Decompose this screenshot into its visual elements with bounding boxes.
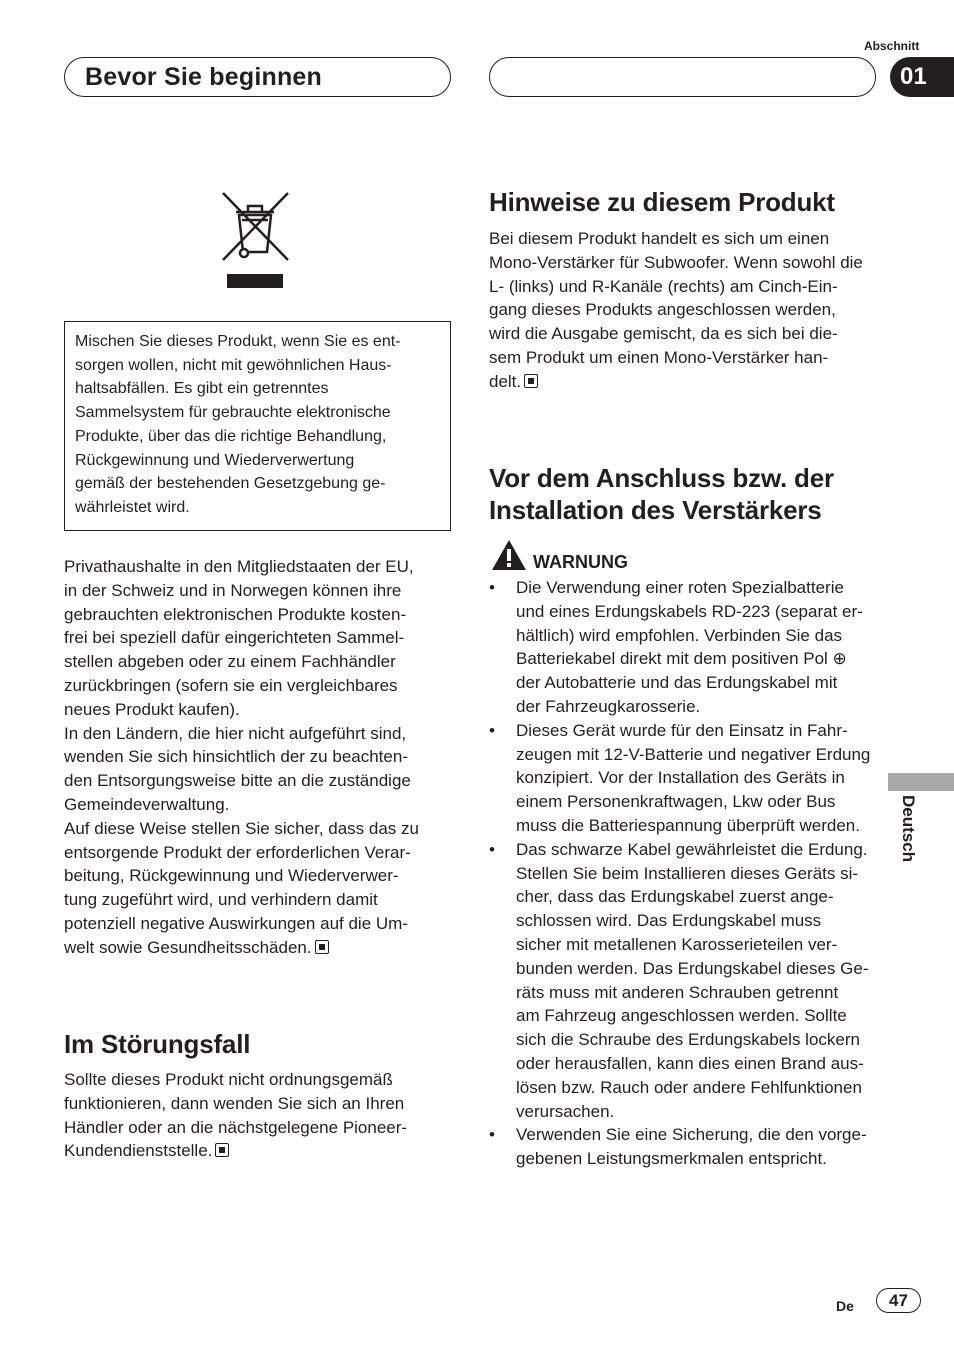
text-line: Sollte dieses Produkt nicht ordnungsgemäß (64, 1070, 393, 1089)
disposal-body (64, 555, 464, 960)
text-line: Auf diese Weise stellen Sie sicher, dass das zu (64, 818, 419, 838)
text-line: stellen abgeben oder zu einem Fachhändler (64, 652, 396, 672)
text-line: sorgen wollen, nicht mit gewöhnlichen Haus- (75, 356, 392, 374)
text-line: delt. (489, 370, 884, 394)
crossed-bin-icon (220, 190, 290, 290)
text-line: wird die Ausgabe gemischt, da es sich bei die- (489, 324, 838, 344)
warning-list-item: • Dieses Gerät wurde für den Einsatz in Fahr- zeugen mit 12-V-Batterie und negativer Erdung konzipiert. Vor der Installation des Geräts in einem Personenkraftwagen, Lkw oder Bus muss die Batteriespannung überprüft werden. (489, 719, 884, 838)
section-number-badge: 01 (890, 57, 954, 97)
text-line: wenden Sie sich hinsichtlich der zu beachten- (64, 747, 408, 767)
stoerung-heading: Im Störungsfall (64, 1029, 251, 1059)
text-line: In den Ländern, die hier nicht aufgeführt sind, (64, 723, 407, 743)
text-line: Händler oder an die nächstgelegene Pioneer- (64, 1117, 408, 1137)
anschluss-heading (489, 462, 889, 526)
text-line: Bei diesem Produkt handelt es sich um einen (489, 229, 830, 248)
warning-label: WARNUNG (533, 552, 628, 572)
page-number: 47 (876, 1288, 921, 1313)
text-line: Sammelsystem für gebrauchte elektronische (75, 404, 391, 422)
text-line: Gemeindeverwaltung. (64, 794, 230, 814)
text-line: Rückgewinnung und Wiederverwertung (75, 451, 355, 469)
section-label: Abschnitt (864, 39, 920, 53)
warning-list-item: • Verwenden Sie eine Sicherung, die den vorge- gebenen Leistungsmerkmalen entspricht. (489, 1123, 884, 1171)
text-line: zurückbringen (sofern sie ein vergleichbares (64, 675, 398, 695)
language-tab (888, 773, 954, 791)
anschluss-heading-line1: Vor dem Anschluss bzw. der (489, 463, 834, 493)
text-line: L- (links) und R-Kanäle (rechts) am Cinch-Ein- (489, 276, 838, 296)
text-line: potenziell negative Auswirkungen auf die Um- (64, 913, 408, 933)
chapter-title: Bevor Sie beginnen (85, 63, 322, 91)
hinweise-heading: Hinweise zu diesem Produkt (489, 187, 835, 217)
text-line: beitung, Rückgewinnung und Wiederverwer- (64, 866, 399, 886)
end-mark-icon (315, 940, 329, 954)
warning-list (489, 576, 884, 1171)
text-line: in der Schweiz und in Norwegen können ihre (64, 580, 402, 600)
text-line: währleistet wird. (75, 498, 190, 516)
header-empty-pill (489, 57, 876, 97)
warning-list-item: • Das schwarze Kabel gewährleistet die Erdung. Stellen Sie beim Installieren dieses Geräts si- cher, dass das Erdungskabel zuerst ange- schlossen wird. Das Erdungskabel muss sicher mit metallenen Karosserieteilen ver- bunden werden. Das Erdungskabel dieses Ge- räts muss mit anderen Schrauben getrennt am Fahrzeug angeschlossen werden. Sollte sich die Schraube des Erdungskabels lockern oder herausfallen, kann dies einen Brand aus- lösen bzw. Rauch oder andere Fehlfunktionen verursachen. (489, 838, 884, 1124)
text-line: den Entsorgungsweise bitte an die zuständige (64, 771, 411, 791)
end-mark-icon (215, 1143, 229, 1157)
text-line: gemäß der bestehenden Gesetzgebung ge- (75, 475, 386, 493)
text-line: tung zugeführt wird, und verhindern damit (64, 890, 378, 910)
text-line: Kundendienststelle. (64, 1139, 464, 1163)
text-line: Mischen Sie dieses Produkt, wenn Sie es ent- (75, 333, 401, 350)
text-line: funktionieren, dann wenden Sie sich an Ihren (64, 1093, 405, 1113)
end-mark-icon (524, 374, 538, 388)
text-line: entsorgende Produkt der erforderlichen Verar- (64, 842, 411, 862)
disposal-notice-text (75, 330, 440, 520)
stoerung-body (64, 1068, 464, 1163)
warning-list-item: • Die Verwendung einer roten Spezialbatterie und eines Erdungskabels RD-223 (separat er- hältlich) wird empfohlen. Verbinden Sie das Batteriekabel direkt mit dem positiven Pol ⊕ der Autobatterie und das Erdungskabel mit der Fahrzeugkarosserie. (489, 576, 884, 719)
text-line: gebrauchten elektronischen Produkte kosten- (64, 604, 407, 624)
hinweise-body (489, 227, 884, 394)
text-line: sem Produkt um einen Mono-Verstärker han- (489, 347, 829, 367)
text-line: Mono-Verstärker für Subwoofer. Wenn sowohl die (489, 252, 863, 272)
page-language-code: De (836, 1298, 854, 1314)
chapter-header (64, 57, 451, 97)
text-line: frei bei speziell dafür eingerichteten Sammel- (64, 628, 405, 648)
text-line: welt sowie Gesundheitsschäden. (64, 936, 464, 960)
text-line: neues Produkt kaufen). (64, 699, 240, 719)
text-line: Produkte, über das die richtige Behandlung, (75, 427, 387, 445)
anschluss-heading-line2: Installation des Verstärkers (489, 495, 822, 525)
text-line: haltsabfällen. Es gibt ein getrenntes (75, 380, 329, 398)
text-line: Privathaushalte in den Mitgliedstaaten der EU, (64, 557, 414, 576)
warning-icon (491, 539, 527, 571)
text-line: gang dieses Produkts angeschlossen werden, (489, 300, 836, 320)
disposal-notice-box (64, 321, 451, 531)
language-tab-label: Deutsch (899, 795, 918, 863)
